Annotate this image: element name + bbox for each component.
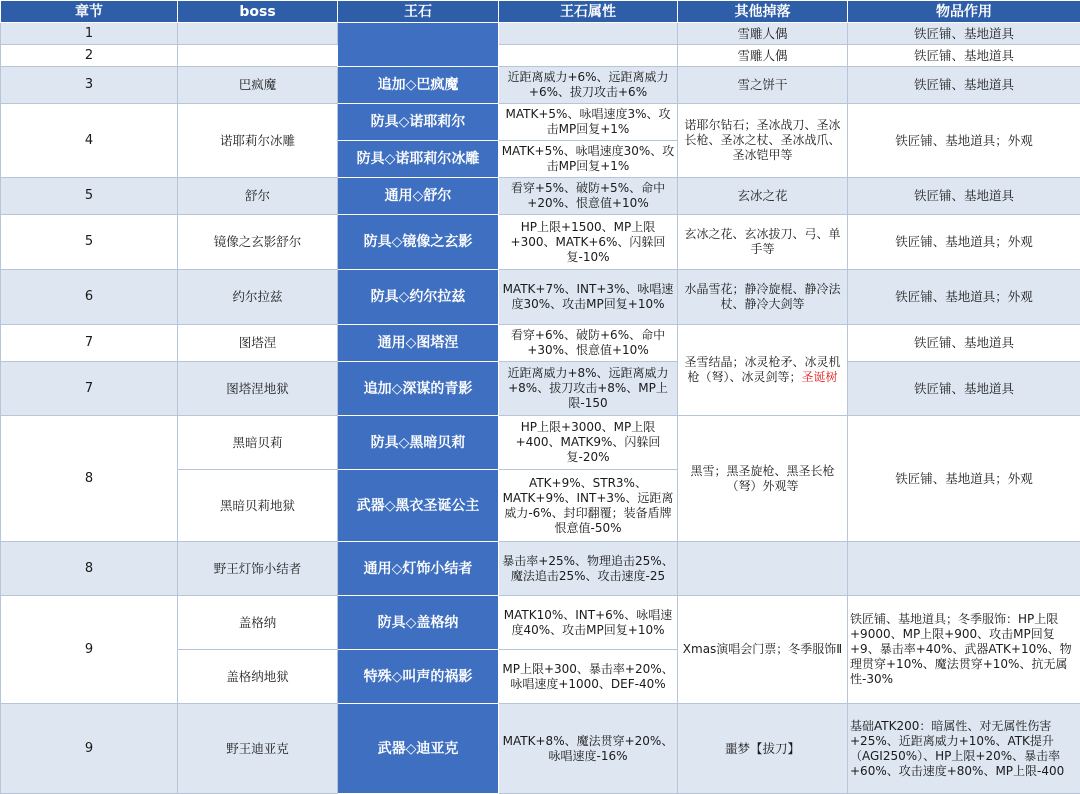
- use-cell: 基础ATK200：暗属性、对无属性伤害+25%、近距离威力+10%、ATK提升（AGI250%）、HP上限+20%、暴击率+60%、攻击速度+80%、MP上限-400: [848, 704, 1080, 794]
- use-cell: 铁匠铺、基地道具: [848, 67, 1080, 104]
- chapter-cell: 2: [1, 45, 178, 67]
- attr-cell: MATK+5%、咏唱速度3%、攻击MP回复+1%: [499, 104, 678, 141]
- table-row: [1, 178, 1080, 215]
- table-row: [1, 104, 1080, 141]
- boss-cell: 诺耶莉尔冰雕: [178, 104, 338, 178]
- stone-cell: 通用◇舒尔: [338, 178, 499, 215]
- boss-cell: [178, 23, 338, 45]
- stone-cell: 防具◇约尔拉兹: [338, 270, 499, 325]
- header-stone: 王石: [338, 1, 499, 23]
- drop-cell: 玄冰之花、玄冰拔刀、弓、单手等: [678, 215, 848, 270]
- attr-cell: MATK+7%、INT+3%、咏唱速度30%、攻击MP回复+10%: [499, 270, 678, 325]
- attr-cell: [499, 45, 678, 67]
- header-item-use: 物品作用: [848, 1, 1080, 23]
- chapter-cell: 7: [1, 325, 178, 362]
- use-cell: 铁匠铺、基地道具；冬季服饰：HP上限+9000、MP上限+900、攻击MP回复+9、暴击率+40%、武器ATK+10%、物理贯穿+10%、魔法贯穿+10%、抗无属性-30%: [848, 596, 1080, 704]
- chapter-cell: 5: [1, 178, 178, 215]
- table-row: [1, 704, 1080, 794]
- attr-cell: HP上限+3000、MP上限+400、MATK9%、闪躲回复-20%: [499, 416, 678, 470]
- drop-cell: 黑雪；黑圣旋枪、黑圣长枪（弩）外观等: [678, 416, 848, 542]
- drop-highlight: 圣诞树: [801, 370, 838, 384]
- attr-cell: 近距离威力+8%、远距离威力+8%、拔刀攻击+8%、MP上限-150: [499, 362, 678, 416]
- stone-cell: 通用◇灯饰小结者: [338, 542, 499, 596]
- use-cell: 铁匠铺、基地道具: [848, 362, 1080, 416]
- drop-cell: Xmas演唱会门票；冬季服饰Ⅱ: [678, 596, 848, 704]
- table-row: [1, 596, 1080, 650]
- use-cell: 铁匠铺、基地道具；外观: [848, 215, 1080, 270]
- boss-cell: 图塔涅: [178, 325, 338, 362]
- use-cell: 铁匠铺、基地道具: [848, 45, 1080, 67]
- attr-cell: MP上限+300、暴击率+20%、咏唱速度+1000、DEF-40%: [499, 650, 678, 704]
- chapter-cell: 9: [1, 704, 178, 794]
- stone-cell: 防具◇诺耶莉尔: [338, 104, 499, 141]
- stone-cell: 武器◇黑衣圣诞公主: [338, 470, 499, 542]
- stone-cell: 通用◇图塔涅: [338, 325, 499, 362]
- stone-cell: 追加◇巴疯魔: [338, 67, 499, 104]
- attr-cell: MATK+5%、咏唱速度30%、攻击MP回复+1%: [499, 141, 678, 178]
- table-row: [1, 542, 1080, 596]
- use-cell: 铁匠铺、基地道具: [848, 23, 1080, 45]
- table-row: [1, 23, 1080, 45]
- header-boss: boss: [178, 1, 338, 23]
- attr-cell: MATK10%、INT+6%、咏唱速度40%、攻击MP回复+10%: [499, 596, 678, 650]
- drop-cell: 雪雕人偶: [678, 45, 848, 67]
- use-cell: 铁匠铺、基地道具；外观: [848, 416, 1080, 542]
- drop-cell: 诺耶尔钻石；圣冰战刀、圣冰长枪、圣冰之杖、圣冰战爪、圣冰铠甲等: [678, 104, 848, 178]
- boss-cell: 盖格纳地狱: [178, 650, 338, 704]
- table-row: [1, 67, 1080, 104]
- table-row: [1, 45, 1080, 67]
- chapter-cell: 8: [1, 542, 178, 596]
- boss-cell: 黑暗贝莉: [178, 416, 338, 470]
- chapter-cell: 7: [1, 362, 178, 416]
- use-cell: 铁匠铺、基地道具；外观: [848, 104, 1080, 178]
- stone-cell: 防具◇诺耶莉尔冰雕: [338, 141, 499, 178]
- chapter-cell: 8: [1, 416, 178, 542]
- stone-cell: 防具◇盖格纳: [338, 596, 499, 650]
- header-stone-attr: 王石属性: [499, 1, 678, 23]
- drop-cell: 水晶雪花；静冷旋棍、静冷法杖、静冷大剑等: [678, 270, 848, 325]
- chapter-cell: 3: [1, 67, 178, 104]
- table-row: [1, 270, 1080, 325]
- boss-cell: 巴疯魔: [178, 67, 338, 104]
- header-row: [1, 1, 1080, 23]
- boss-cell: 图塔涅地狱: [178, 362, 338, 416]
- stone-cell: 防具◇镜像之玄影: [338, 215, 499, 270]
- boss-cell: 野王迪亚克: [178, 704, 338, 794]
- use-cell: 铁匠铺、基地道具: [848, 325, 1080, 362]
- boss-cell: 野王灯饰小结者: [178, 542, 338, 596]
- chapter-cell: 4: [1, 104, 178, 178]
- attr-cell: [499, 23, 678, 45]
- boss-cell: 黑暗贝莉地狱: [178, 470, 338, 542]
- boss-cell: 约尔拉兹: [178, 270, 338, 325]
- boss-cell: [178, 45, 338, 67]
- drop-cell: 玄冰之花: [678, 178, 848, 215]
- attr-cell: 看穿+5%、破防+5%、命中+20%、恨意值+10%: [499, 178, 678, 215]
- boss-cell: 镜像之玄影舒尔: [178, 215, 338, 270]
- attr-cell: HP上限+1500、MP上限+300、MATK+6%、闪躲回复-10%: [499, 215, 678, 270]
- attr-cell: 看穿+6%、破防+6%、命中+30%、恨意值+10%: [499, 325, 678, 362]
- stone-cell: 防具◇黑暗贝莉: [338, 416, 499, 470]
- attr-cell: MATK+8%、魔法贯穿+20%、咏唱速度-16%: [499, 704, 678, 794]
- attr-cell: ATK+9%、STR3%、MATK+9%、INT+3%、远距离威力-6%、封印翻覆；装备盾牌恨意值-50%: [499, 470, 678, 542]
- header-chapter: 章节: [1, 1, 178, 23]
- header-other-drops: 其他掉落: [678, 1, 848, 23]
- chapter-cell: 9: [1, 596, 178, 704]
- use-cell: 铁匠铺、基地道具: [848, 178, 1080, 215]
- attr-cell: 暴击率+25%、物理追击25%、魔法追击25%、攻击速度-25: [499, 542, 678, 596]
- stone-cell: [338, 23, 499, 67]
- drop-cell: [678, 542, 848, 596]
- drop-cell: 雪之饼干: [678, 67, 848, 104]
- stone-cell: 武器◇迪亚克: [338, 704, 499, 794]
- table-row: [1, 362, 1080, 416]
- use-cell: [848, 542, 1080, 596]
- table-row: [1, 215, 1080, 270]
- table-row: [1, 325, 1080, 362]
- stone-cell: 特殊◇叫声的祸影: [338, 650, 499, 704]
- use-cell: 铁匠铺、基地道具；外观: [848, 270, 1080, 325]
- chapter-cell: 6: [1, 270, 178, 325]
- boss-cell: 舒尔: [178, 178, 338, 215]
- drop-cell: 噩梦【拔刀】: [678, 704, 848, 794]
- drop-cell: [678, 325, 848, 416]
- drop-text: 圣雪结晶；冰灵枪矛、冰灵机枪（弩）、冰灵剑等；: [684, 355, 841, 384]
- chapter-cell: 5: [1, 215, 178, 270]
- drop-cell: 雪雕人偶: [678, 23, 848, 45]
- stone-cell: 追加◇深谋的青影: [338, 362, 499, 416]
- boss-cell: 盖格纳: [178, 596, 338, 650]
- table-row: [1, 416, 1080, 470]
- chapter-cell: 1: [1, 23, 178, 45]
- attr-cell: 近距离威力+6%、远距离威力+6%、拔刀攻击+6%: [499, 67, 678, 104]
